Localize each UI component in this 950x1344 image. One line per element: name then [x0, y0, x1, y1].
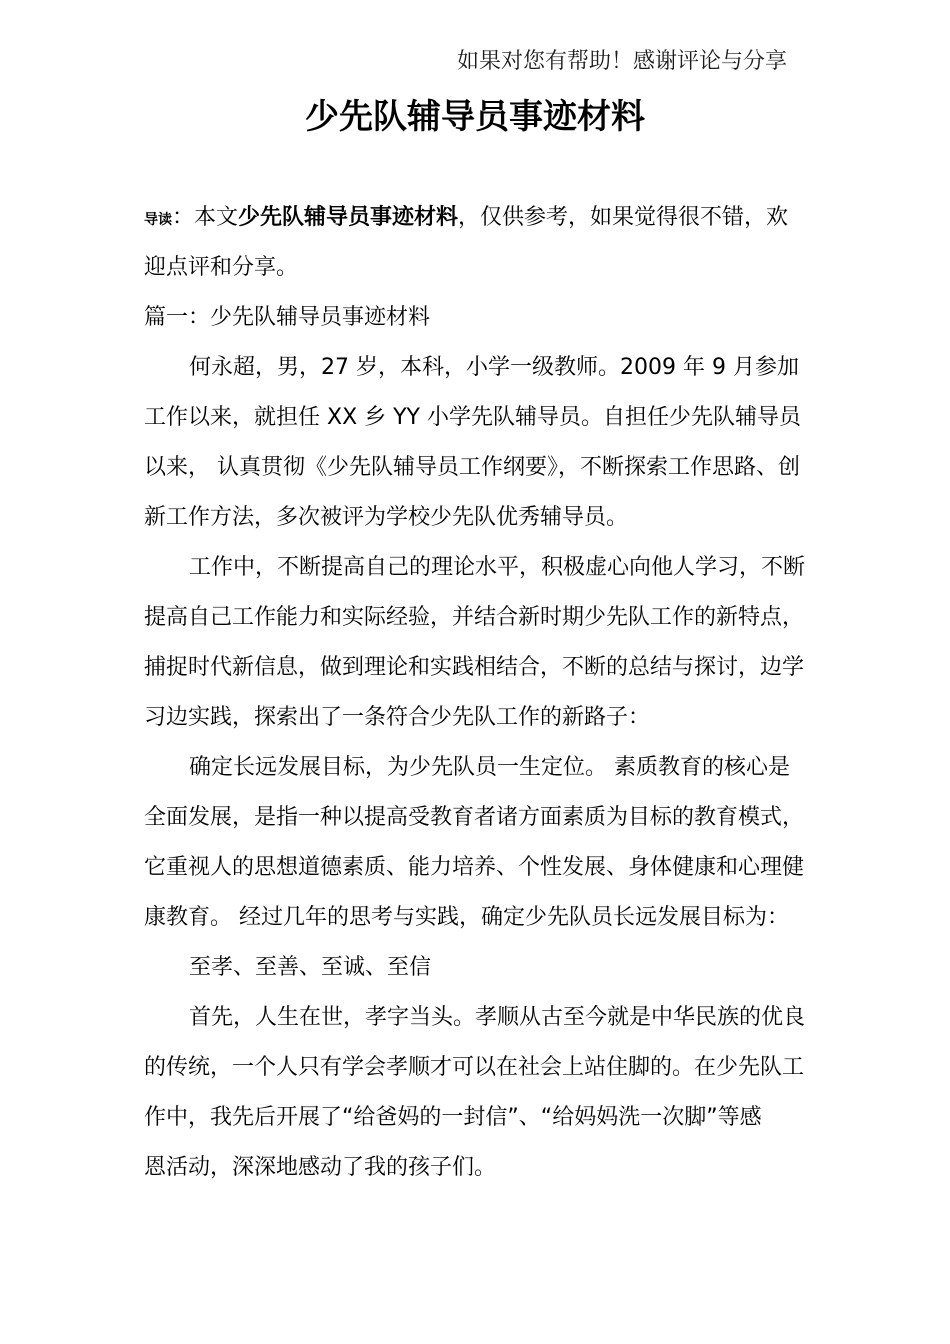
document-title: 少先队辅导员事迹材料 — [305, 97, 645, 137]
paragraph-line: 作中，我先后开展了“给爸妈的一封信”、“给妈妈洗一次脚”等感 — [144, 1105, 762, 1130]
paragraph-line: 确定长远发展目标，为少先队员一生定位。 素质教育的核心是 — [189, 755, 790, 780]
paragraph-line: 恩活动，深深地感动了我的孩子们。 — [144, 1155, 497, 1180]
paragraph-line: 提高自己工作能力和实际经验，并结合新时期少先队工作的新特点， — [144, 605, 805, 630]
paragraph-line: 全面发展，是指一种以提高受教育者诸方面素质为目标的教育模式， — [144, 805, 805, 830]
paragraph-line: 工作中，不断提高自己的理论水平，积极虚心向他人学习，不断 — [189, 555, 806, 580]
paragraph-line: 何永超，男，27 岁，本科，小学一级教师。2009 年 9 月参加 — [189, 355, 799, 380]
paragraph-line: 康教育。 经过几年的思考与实践，确定少先队员长远发展目标为： — [144, 905, 789, 930]
section-heading: 篇一：少先队辅导员事迹材料 — [144, 305, 431, 330]
header-note: 如果对您有帮助！感谢评论与分享 — [457, 49, 788, 74]
paragraph-line: 首先，人生在世，孝字当头。孝顺从古至今就是中华民族的优良 — [189, 1005, 806, 1030]
paragraph-line: 新工作方法，多次被评为学校少先队优秀辅导员。 — [144, 505, 629, 530]
paragraph-line: 以来， 认真贯彻《少先队辅导员工作纲要》，不断探索工作思路、创 — [144, 455, 800, 480]
intro-text-b: ，仅供参考，如果觉得很不错，欢 — [458, 205, 789, 230]
intro-line-2: 迎点评和分享。 — [144, 255, 299, 280]
intro-line-1 — [144, 200, 788, 238]
paragraph-line: 至孝、至善、至诚、至信 — [189, 955, 432, 980]
paragraph-line: 工作以来，就担任 XX 乡 YY 小学先队辅导员。自担任少先队辅导员 — [144, 405, 801, 430]
intro-label: 导读 — [144, 212, 172, 228]
paragraph-line: 它重视人的思想道德素质、能力培养、个性发展、身体健康和心理健 — [144, 855, 805, 880]
intro-text-a: ：本文 — [172, 205, 239, 230]
intro-bold-title: 少先队辅导员事迹材料 — [238, 205, 459, 230]
paragraph-line: 的传统，一个人只有学会孝顺才可以在社会上站住脚的。在少先队工 — [144, 1055, 805, 1080]
paragraph-line: 捕捉时代新信息，做到理论和实践相结合，不断的总结与探讨，边学 — [144, 655, 805, 680]
paragraph-line: 习边实践，探索出了一条符合少先队工作的新路子： — [144, 705, 651, 730]
